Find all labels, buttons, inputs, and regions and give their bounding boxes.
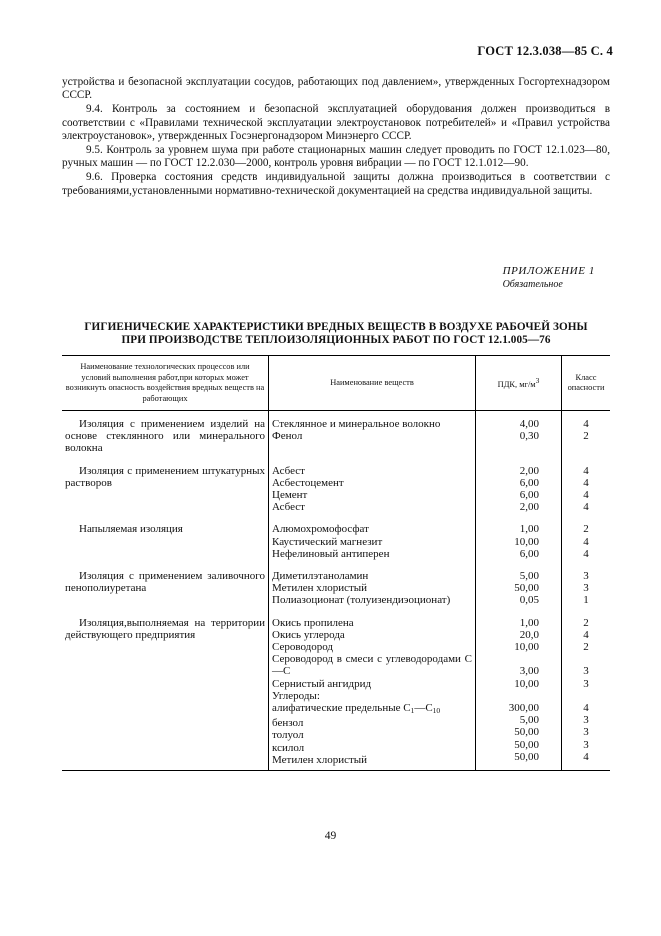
class-value: 2 <box>583 641 589 654</box>
pdk-cell <box>476 607 562 771</box>
table-title-line-2: ПРИ ПРОИЗВОДСТВЕ ТЕПЛОИЗОЛЯЦИОННЫХ РАБОТ ПО ГОСТ 12.1.005—76 <box>121 333 551 346</box>
class-value: 4 <box>583 464 589 477</box>
substance-name: Каустический магнезит <box>272 535 383 548</box>
paragraph-continuation: устройства и безопасной эксплуатации сосудов, работающих под давлением», утвержденных Госгортехнадзором СССР. <box>62 76 610 102</box>
substance-cell <box>269 607 476 771</box>
class-value: 1 <box>583 594 589 607</box>
substance-name: толуол <box>272 729 304 742</box>
pdk-value: 20,0 <box>519 628 539 641</box>
pdk-value: 3,00 <box>519 665 539 678</box>
substance-name: Нефелиновый антиперен <box>272 547 390 560</box>
substance-name: Сероводород в смеси с углеводородами С—С <box>272 653 472 678</box>
pdk-cell <box>476 411 562 455</box>
formula-subscript-10: 10 <box>432 706 441 716</box>
table-title-line-1: ГИГИЕНИЧЕСКИЕ ХАРАКТЕРИСТИКИ ВРЕДНЫХ ВЕЩЕСТВ В ВОЗДУХЕ РАБОЧЕЙ ЗОНЫ <box>84 321 588 333</box>
substance-name: Фенол <box>272 430 303 443</box>
substance-name: Диметилэтаноламин <box>272 570 369 583</box>
class-value: 3 <box>583 738 589 751</box>
class-cell <box>562 513 611 560</box>
table-row-group-polyurethane <box>62 560 610 607</box>
pdk-value: 50,00 <box>514 726 539 739</box>
substance-name: Полиазоционат (толуизендиэоционат) <box>272 594 451 607</box>
table-title <box>62 321 610 346</box>
table-row-group-plaster <box>62 455 610 514</box>
hazard-table <box>62 355 610 771</box>
body-text <box>62 76 610 199</box>
pdk-cell <box>476 560 562 607</box>
class-value: 2 <box>583 430 589 443</box>
substance-name: Метилен хлористый <box>272 582 368 595</box>
class-value: 4 <box>583 476 589 489</box>
class-cell <box>562 411 611 455</box>
process-cell <box>62 607 269 771</box>
process-text: Изоляция,выполняемая на территории действующего предприятия <box>65 616 265 641</box>
substance-name: Сернистый ангидрид <box>272 677 372 690</box>
substance-cell <box>269 560 476 607</box>
header-process: Наименование технологических процессов или условий выполнения работ,при которых может возникнуть опасность воздействия вредных веществ на работающих <box>62 356 269 411</box>
class-cell <box>562 455 611 514</box>
header-pdk-label: ПДК, мг/м <box>497 379 536 389</box>
process-cell <box>62 513 269 560</box>
pdk-value: 50,00 <box>514 582 539 595</box>
pdk-value: 6,00 <box>519 476 539 489</box>
pdk-value: 50,00 <box>514 738 539 751</box>
substance-name: Углероды: <box>272 689 320 702</box>
appendix-subtitle: Обязательное <box>502 279 563 290</box>
class-value: 3 <box>583 570 589 583</box>
class-value: 3 <box>583 677 589 690</box>
pdk-value: 10,00 <box>514 677 539 690</box>
substance-cell <box>269 513 476 560</box>
process-cell <box>62 560 269 607</box>
class-value: 4 <box>583 702 589 715</box>
pdk-spacer <box>479 690 539 702</box>
class-value: 4 <box>583 501 589 514</box>
pdk-value: 1,00 <box>519 616 539 629</box>
pdk-value: 0,05 <box>519 594 539 607</box>
class-value: 4 <box>583 628 589 641</box>
substance-name: бензол <box>272 717 304 730</box>
class-value: 3 <box>583 665 589 678</box>
pdk-value: 10,00 <box>514 641 539 654</box>
paragraph-9-6: 9.6. Проверка состояния средств индивидуальной защиты должна производиться в соответствии с требованиями,установленными нормативно-технической документацией на средства индивидуальной защиты. <box>62 171 610 197</box>
table-row-group-glass-fiber <box>62 411 610 455</box>
process-cell <box>62 411 269 455</box>
process-cell <box>62 455 269 514</box>
header-substance: Наименование веществ <box>269 356 476 411</box>
pdk-value: 2,00 <box>519 501 539 514</box>
substance-cell <box>269 411 476 455</box>
substance-name: Алюмохромофосфат <box>272 523 369 536</box>
substance-name: Асбест <box>272 464 305 477</box>
class-spacer <box>565 653 607 665</box>
pdk-value: 2,00 <box>519 464 539 477</box>
pdk-value: 1,00 <box>519 523 539 536</box>
pdk-cell <box>476 513 562 560</box>
class-value: 4 <box>583 750 589 763</box>
table-header-row <box>62 356 610 411</box>
pdk-value: 50,00 <box>514 750 539 763</box>
pdk-value: 0,30 <box>519 430 539 443</box>
class-cell <box>562 607 611 771</box>
class-value: 2 <box>583 616 589 629</box>
pdk-value: 5,00 <box>519 570 539 583</box>
paragraph-9-5: 9.5. Контроль за уровнем шума при работе стационарных машин следует проводить по ГОСТ 12.1.023—80, ручных машин — по ГОСТ 12.2.030—2000, контроль уровня вибрации — по ГОСТ 12.1.012—90. <box>62 144 610 170</box>
substance-name: Метилен хлористый <box>272 753 368 766</box>
pdk-value: 6,00 <box>519 489 539 502</box>
class-value: 2 <box>583 523 589 536</box>
substance-cell <box>269 455 476 514</box>
substance-name-formula <box>272 702 472 717</box>
class-value: 3 <box>583 726 589 739</box>
substance-name: ксилол <box>272 741 305 754</box>
paragraph-9-4: 9.4. Контроль за состоянием и безопасной эксплуатацией оборудования должен производиться в соответствии с «Правилами технической эксплуатации электроустановок потребителей» и «Правил устройства электроустановок», утвержденных Госэнергонадзором Минэнерго СССР. <box>62 103 610 142</box>
process-text: Изоляция с применением заливочного пенополиуретана <box>65 570 265 595</box>
formula-subscript-1: 1 <box>410 706 415 716</box>
appendix-title: ПРИЛОЖЕНИЕ 1 <box>502 265 595 277</box>
page-number: 49 <box>324 830 337 842</box>
substance-name: Сероводород <box>272 641 334 654</box>
class-value: 3 <box>583 714 589 727</box>
process-text: Изоляция с применением штукатурных растворов <box>65 464 265 489</box>
pdk-value: 4,00 <box>519 418 539 430</box>
substance-name: Асбестоцемент <box>272 476 344 489</box>
class-value: 4 <box>583 418 589 430</box>
appendix-label <box>503 265 595 291</box>
substance-name: Окись пропилена <box>272 616 354 629</box>
pdk-cell <box>476 455 562 514</box>
pdk-value: 5,00 <box>519 714 539 727</box>
substance-name: Цемент <box>272 489 308 502</box>
class-value: 3 <box>583 582 589 595</box>
pdk-spacer <box>479 653 539 665</box>
substance-formula-text: алифатические предельные С <box>272 702 411 715</box>
formula-dash: —С <box>414 702 433 715</box>
pdk-value: 300,00 <box>508 702 539 715</box>
table-row-group-enterprise <box>62 607 610 771</box>
process-text: Изоляция с применением изделий на основе стеклянного или минерального волокна <box>65 418 265 455</box>
substance-name: Стеклянное и минеральное волокно <box>272 418 441 430</box>
class-spacer <box>565 690 607 702</box>
class-value: 4 <box>583 547 589 560</box>
substance-name: Окись углерода <box>272 628 345 641</box>
pdk-value: 10,00 <box>514 535 539 548</box>
page-header: ГОСТ 12.3.038—85 С. 4 <box>477 44 613 58</box>
class-value: 4 <box>583 489 589 502</box>
substance-name: Асбест <box>272 501 305 514</box>
class-cell <box>562 560 611 607</box>
header-class: Класс опасности <box>562 356 611 411</box>
class-value: 4 <box>583 535 589 548</box>
table-row-group-sprayed <box>62 513 610 560</box>
header-pdk <box>476 356 562 411</box>
pdk-value: 6,00 <box>519 547 539 560</box>
process-text: Напыляемая изоляция <box>79 523 183 536</box>
header-pdk-sup: 3 <box>535 375 540 385</box>
